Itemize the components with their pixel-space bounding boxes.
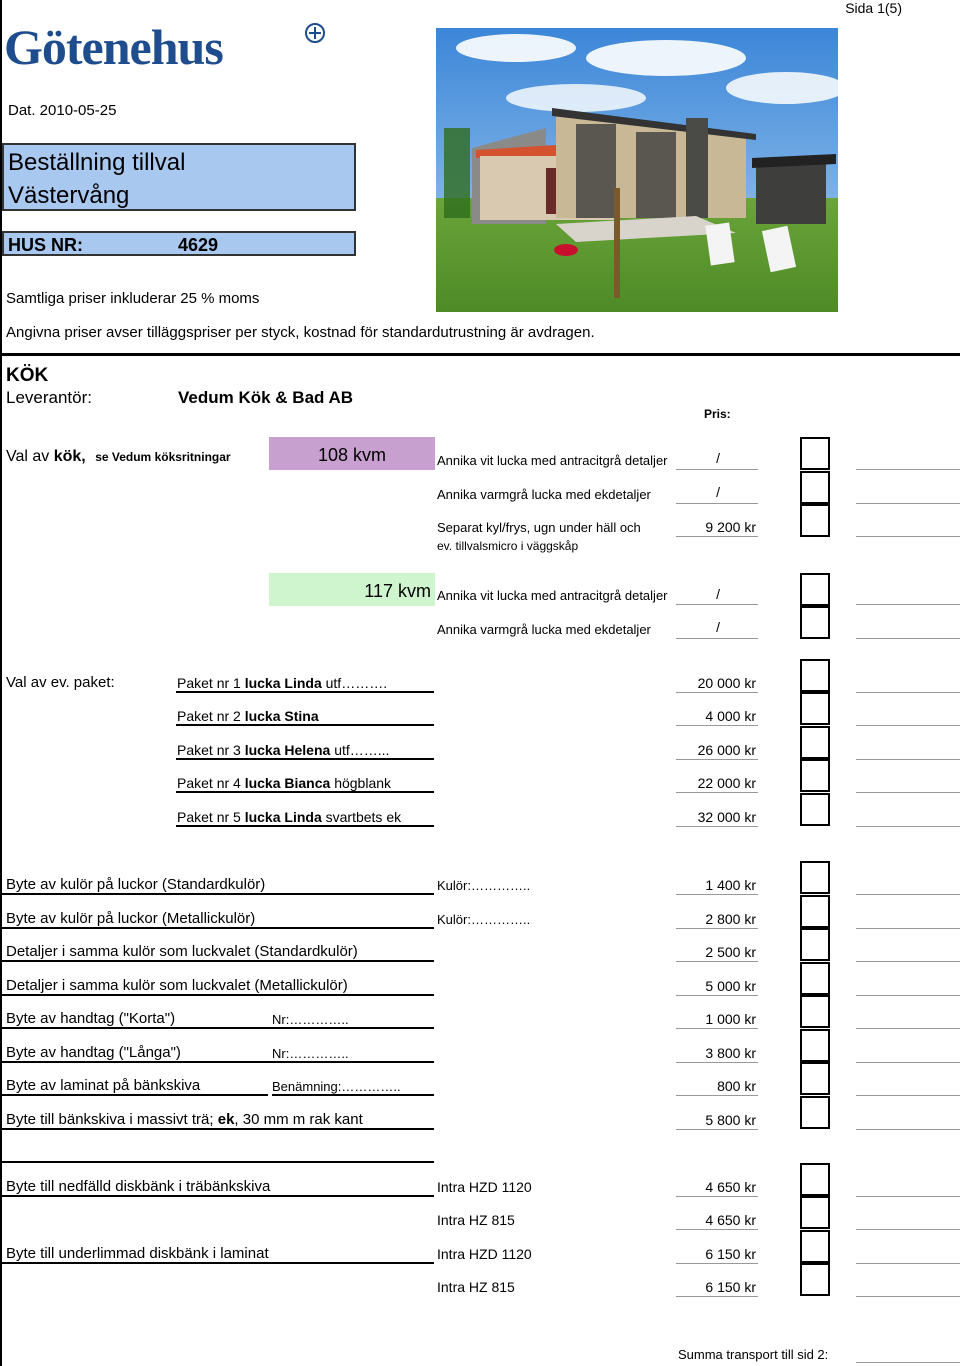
option-white-antracite: Annika vit lucka med antracitgrå detaljer xyxy=(437,453,668,468)
price-line xyxy=(676,536,758,537)
quantity-line[interactable] xyxy=(856,725,960,726)
package-price: 22 000 kr xyxy=(697,775,756,791)
quantity-line[interactable] xyxy=(856,1095,960,1096)
underline xyxy=(2,1262,434,1264)
select-checkbox[interactable] xyxy=(800,1196,830,1229)
extra-price: 2 500 kr xyxy=(705,944,756,960)
sink-price: 4 650 kr xyxy=(705,1212,756,1228)
price-line xyxy=(676,995,758,996)
underline xyxy=(2,994,434,996)
select-checkbox[interactable] xyxy=(800,928,830,961)
extra-text: Byte av laminat på bänkskiva xyxy=(6,1077,201,1094)
price-line xyxy=(676,1129,758,1130)
laminate-name-field: Benämning:………….. xyxy=(272,1079,401,1094)
quantity-line[interactable] xyxy=(856,469,960,470)
price-line xyxy=(676,638,758,639)
extra-price: 800 kr xyxy=(717,1078,756,1094)
underline xyxy=(2,1161,434,1163)
select-checkbox[interactable] xyxy=(800,726,830,759)
underline xyxy=(2,1128,434,1130)
house-number-label: HUS NR: xyxy=(8,235,83,255)
select-checkbox[interactable] xyxy=(800,895,830,928)
package-price: 32 000 kr xyxy=(697,809,756,825)
section-divider xyxy=(0,353,960,356)
select-checkbox[interactable] xyxy=(800,1163,830,1196)
sink-model: Intra HZD 1120 xyxy=(437,1179,532,1195)
price-line xyxy=(676,792,758,793)
price-line xyxy=(676,1062,758,1063)
size-117-cell xyxy=(269,573,435,606)
underline xyxy=(2,927,434,929)
logo-plus-icon xyxy=(304,22,326,44)
quantity-line[interactable] xyxy=(856,604,960,605)
price-line xyxy=(676,826,758,827)
price-line xyxy=(676,1028,758,1029)
date: Dat. 2010-05-25 xyxy=(8,102,117,119)
price-line xyxy=(676,928,758,929)
transport-sum-label: Summa transport till sid 2: xyxy=(678,1347,829,1362)
extra-price: 5 000 kr xyxy=(705,978,756,994)
project-name: Västervång xyxy=(8,182,130,209)
transport-sum-line[interactable] xyxy=(856,1362,960,1363)
handle-number-field: Nr:………….. xyxy=(272,1012,349,1027)
extra-price: 1 000 kr xyxy=(705,1011,756,1027)
underline xyxy=(272,1094,434,1096)
select-checkbox[interactable] xyxy=(800,659,830,692)
price-line xyxy=(676,469,758,470)
extra-price: 5 800 kr xyxy=(705,1112,756,1128)
underline xyxy=(2,960,434,962)
extra-text: Byte av kulör på luckor (Standardkulör) xyxy=(6,876,266,893)
logo: Götenehus xyxy=(4,19,223,75)
page-number: Sida 1(5) xyxy=(845,0,902,16)
option-warmgray-oak: Annika varmgrå lucka med ekdetaljer xyxy=(437,487,651,502)
select-checkbox[interactable] xyxy=(800,437,830,470)
price-line xyxy=(676,1196,758,1197)
price-line xyxy=(676,961,758,962)
price-header: Pris: xyxy=(704,407,731,421)
house-number: 4629 xyxy=(178,235,219,255)
underline xyxy=(176,758,434,760)
price-slash: / xyxy=(716,586,720,602)
option-warmgray-oak: Annika varmgrå lucka med ekdetaljer xyxy=(437,622,651,637)
supplier-label: Leverantör: xyxy=(6,388,92,407)
underline xyxy=(2,1094,268,1096)
select-checkbox[interactable] xyxy=(800,995,830,1028)
extra-text: Detaljer i samma kulör som luckvalet (Standardkulör) xyxy=(6,943,358,960)
extra-text: Byte av handtag ("Långa") xyxy=(6,1044,181,1061)
price-slash: / xyxy=(716,450,720,466)
supplier-name: Vedum Kök & Bad AB xyxy=(178,388,354,407)
size-108: 108 kvm xyxy=(317,445,387,465)
underline xyxy=(176,791,434,793)
quantity-line[interactable] xyxy=(856,1062,960,1063)
extra-text: Byte av handtag ("Korta") xyxy=(6,1010,176,1027)
price-slash: / xyxy=(716,484,720,500)
sink-price: 6 150 kr xyxy=(705,1246,756,1262)
package-name: Paket nr 3 lucka Helena utf……... xyxy=(177,742,390,758)
price-fridge: 9 200 kr xyxy=(705,519,756,535)
extra-price: 2 800 kr xyxy=(705,911,756,927)
underline xyxy=(2,1027,434,1029)
quantity-line[interactable] xyxy=(856,759,960,760)
quantity-line[interactable] xyxy=(856,692,960,693)
extra-price: 1 400 kr xyxy=(705,877,756,893)
package-price: 26 000 kr xyxy=(697,742,756,758)
price-slash: / xyxy=(716,619,720,635)
quantity-line[interactable] xyxy=(856,1263,960,1264)
quantity-line[interactable] xyxy=(856,503,960,504)
sink-model: Intra HZ 815 xyxy=(437,1212,515,1228)
sink-text: Byte till underlimmad diskbänk i laminat xyxy=(6,1245,269,1262)
price-line xyxy=(676,503,758,504)
order-title: Beställning tillval xyxy=(8,149,186,176)
underline xyxy=(2,1195,434,1197)
price-line xyxy=(676,894,758,895)
sink-model: Intra HZ 815 xyxy=(437,1279,515,1295)
package-name: Paket nr 2 lucka Stina xyxy=(177,708,319,724)
sink-price: 6 150 kr xyxy=(705,1279,756,1295)
quantity-line[interactable] xyxy=(856,961,960,962)
extra-text: Detaljer i samma kulör som luckvalet (Metallickulör) xyxy=(6,977,348,994)
quantity-line[interactable] xyxy=(856,638,960,639)
package-name: Paket nr 4 lucka Bianca högblank xyxy=(177,775,392,791)
option-white-antracite: Annika vit lucka med antracitgrå detaljer xyxy=(437,588,668,603)
underline xyxy=(2,893,434,895)
quantity-line[interactable] xyxy=(856,894,960,895)
select-checkbox[interactable] xyxy=(800,606,830,639)
section-title: KÖK xyxy=(6,365,49,386)
select-checkbox[interactable] xyxy=(800,1263,830,1296)
option-separate-fridge-line2: ev. tillvalsmicro i väggskåp xyxy=(437,539,579,553)
house-number-box xyxy=(2,231,356,256)
price-line xyxy=(676,759,758,760)
price-line xyxy=(676,1263,758,1264)
handle-number-field: Nr:………….. xyxy=(272,1046,349,1061)
quantity-line[interactable] xyxy=(856,1129,960,1130)
kitchen-choice-label: Val av kök, se Vedum köksritningar xyxy=(6,448,231,465)
select-checkbox[interactable] xyxy=(800,759,830,792)
vat-note: Samtliga priser inkluderar 25 % moms xyxy=(6,290,260,307)
extra-text: Byte till bänkskiva i massivt trä; ek, 30 mm m rak kant xyxy=(6,1111,363,1128)
sink-price: 4 650 kr xyxy=(705,1179,756,1195)
house-photo xyxy=(436,28,838,312)
select-checkbox[interactable] xyxy=(800,1096,830,1129)
underline xyxy=(2,1061,434,1063)
extra-text: Byte av kulör på luckor (Metallickulör) xyxy=(6,910,256,927)
package-name: Paket nr 5 lucka Linda svartbets ek xyxy=(177,809,402,825)
color-field: Kulör:………….. xyxy=(437,912,531,927)
select-checkbox[interactable] xyxy=(800,793,830,826)
price-line xyxy=(676,1229,758,1230)
select-checkbox[interactable] xyxy=(800,1062,830,1095)
quantity-line[interactable] xyxy=(856,792,960,793)
underline xyxy=(176,825,434,827)
select-checkbox[interactable] xyxy=(800,573,830,606)
underline xyxy=(176,691,434,693)
sink-model: Intra HZD 1120 xyxy=(437,1246,532,1262)
price-line xyxy=(676,725,758,726)
package-label: Val av ev. paket: xyxy=(6,674,115,691)
package-name: Paket nr 1 lucka Linda utf………. xyxy=(177,675,388,691)
underline xyxy=(176,724,434,726)
quantity-line[interactable] xyxy=(856,1229,960,1230)
select-checkbox[interactable] xyxy=(800,861,830,894)
size-108-cell xyxy=(269,437,435,470)
price-line xyxy=(676,604,758,605)
package-price: 4 000 kr xyxy=(705,708,756,724)
quantity-line[interactable] xyxy=(856,1028,960,1029)
select-checkbox[interactable] xyxy=(800,471,830,504)
package-price: 20 000 kr xyxy=(697,675,756,691)
extra-price: 3 800 kr xyxy=(705,1045,756,1061)
quantity-line[interactable] xyxy=(856,995,960,996)
select-checkbox[interactable] xyxy=(800,1230,830,1263)
quantity-line[interactable] xyxy=(856,1196,960,1197)
select-checkbox[interactable] xyxy=(800,504,830,537)
quantity-line[interactable] xyxy=(856,1296,960,1297)
quantity-line[interactable] xyxy=(856,928,960,929)
price-line xyxy=(676,1095,758,1096)
order-title-box xyxy=(2,143,356,211)
select-checkbox[interactable] xyxy=(800,1029,830,1062)
option-separate-fridge: Separat kyl/frys, ugn under häll och xyxy=(437,520,641,535)
quantity-line[interactable] xyxy=(856,826,960,827)
color-field: Kulör:………….. xyxy=(437,878,531,893)
price-note: Angivna priser avser tilläggspriser per styck, kostnad för standardutrustning är avdragen. xyxy=(6,324,595,341)
size-117: 117 kvm xyxy=(364,581,431,601)
price-line xyxy=(676,1296,758,1297)
price-line xyxy=(676,692,758,693)
sink-text: Byte till nedfälld diskbänk i träbänkskiva xyxy=(6,1178,271,1195)
select-checkbox[interactable] xyxy=(800,692,830,725)
quantity-line[interactable] xyxy=(856,536,960,537)
select-checkbox[interactable] xyxy=(800,962,830,995)
